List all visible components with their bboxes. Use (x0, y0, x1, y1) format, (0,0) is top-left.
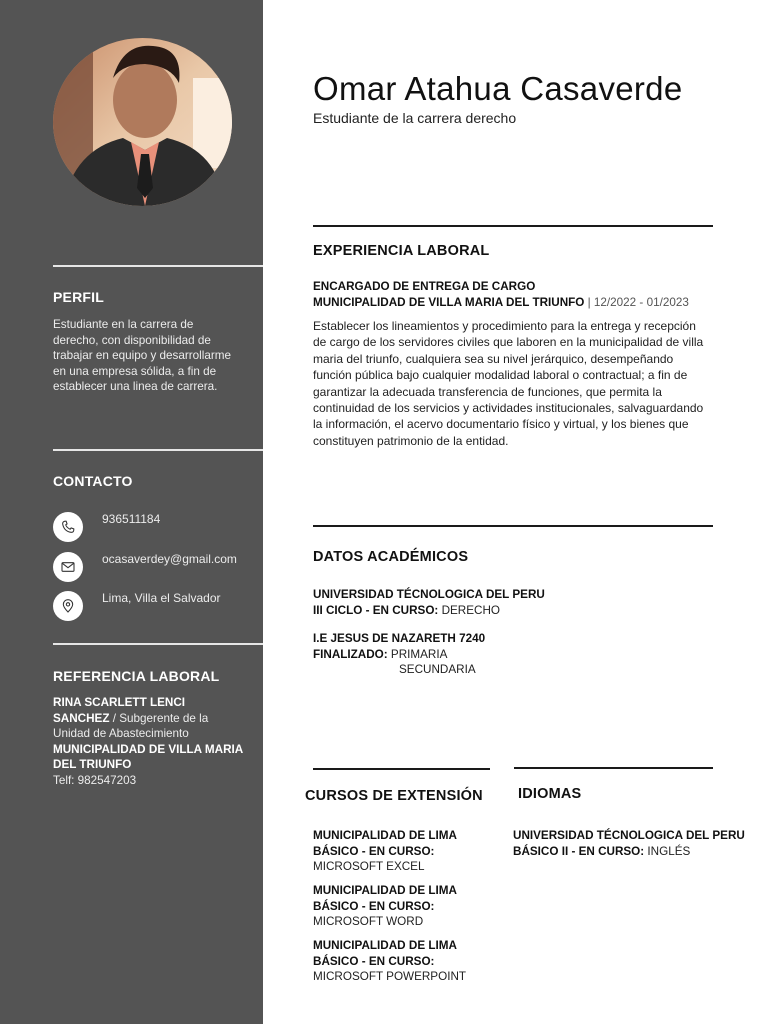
sidebar (0, 0, 263, 1024)
job-header (313, 279, 753, 310)
language-entry (513, 828, 765, 859)
course-entry (313, 938, 503, 985)
academic-detail: PRIMARIA (387, 647, 448, 661)
perfil-text: Estudiante en la carrera de derecho, con disponibilidad de trabajar en equipo y desarrollarme en una empresa sólida, a fin de establecer una linea de carrera. (53, 318, 232, 393)
reference-role: Subgerente de la Unidad de Abastecimiento (53, 711, 209, 740)
job-title: ENCARGADO DE ENTREGA DE CARGO (313, 280, 536, 293)
language-institution: UNIVERSIDAD TÉCNOLOGICA DEL PERU (513, 829, 745, 842)
academic-institution: UNIVERSIDAD TÉCNOLOGICA DEL PERU (313, 588, 545, 601)
academic-status: FINALIZADO: (313, 647, 388, 661)
person-subtitle: Estudiante de la carrera derecho (313, 110, 517, 126)
contact-email[interactable] (53, 552, 263, 582)
reference-phone: Telf: 982547203 (53, 773, 137, 787)
language-status: BÁSICO II - EN CURSO: (513, 844, 645, 858)
location-pin-icon (53, 591, 83, 621)
academic-status: III CICLO - EN CURSO: (313, 603, 439, 617)
course-status: BÁSICO - EN CURSO: (313, 954, 435, 968)
idiomas-heading: IDIOMAS (518, 786, 582, 802)
job-employer: MUNICIPALIDAD DE VILLA MARIA DEL TRIUNFO (313, 295, 585, 309)
course-institution: MUNICIPALIDAD DE LIMA (313, 884, 457, 897)
contact-email-text: ocasaverdey@gmail.com (102, 552, 237, 566)
reference-organization: MUNICIPALIDAD DE VILLA MARIA DEL TRIUNFO (53, 742, 243, 771)
course-entry (313, 828, 503, 875)
divider (53, 643, 263, 645)
divider (313, 768, 490, 770)
divider (313, 525, 713, 527)
divider (53, 449, 263, 451)
divider (313, 225, 713, 227)
course-name: MICROSOFT EXCEL (313, 860, 425, 873)
language-name: INGLÉS (644, 844, 691, 858)
referencia-heading: REFERENCIA LABORAL (53, 668, 220, 684)
cursos-heading: CURSOS DE EXTENSIÓN (305, 788, 483, 804)
phone-icon (53, 512, 83, 542)
academic-entry (313, 587, 713, 618)
course-name: MICROSOFT WORD (313, 915, 424, 928)
contact-location[interactable] (53, 591, 263, 621)
job-description: Establecer los lineamientos y procedimiento para la entrega y recepción de cargo de los servidores civiles que laboren en la municipalidad de villa maria del triunfo, cualquiera sea su nivel jerárquico, desempeñando función pública bajo cualquier modalidad laboral o contractual; a fin de garantizar la adecuada transferencia de funciones, que permita la continuidad de los servicios y actividades institucionales, salvaguardando la información, el acervo documentario físico y virtual, y los bienes que constituyen patrimonio de la entidad. (313, 319, 704, 448)
academic-detail-2: SECUNDARIA (399, 663, 476, 676)
course-status: BÁSICO - EN CURSO: (313, 844, 435, 858)
divider (53, 265, 263, 267)
person-name: Omar Atahua Casaverde (313, 70, 683, 107)
reference-person: RINA SCARLETT LENCI SANCHEZ (53, 696, 186, 725)
profile-photo (53, 38, 232, 206)
academicos-heading: DATOS ACADÉMICOS (313, 549, 469, 565)
divider (514, 767, 713, 769)
academic-institution: I.E JESUS DE NAZARETH 7240 (313, 632, 486, 645)
mail-icon (53, 552, 83, 582)
academic-entry (313, 631, 713, 678)
contact-phone-text: 936511184 (102, 512, 161, 526)
experiencia-heading: EXPERIENCIA LABORAL (313, 243, 490, 259)
course-name: MICROSOFT POWERPOINT (313, 970, 467, 983)
perfil-heading: PERFIL (53, 289, 104, 305)
reference-separator: / (109, 711, 120, 725)
course-institution: MUNICIPALIDAD DE LIMA (313, 829, 457, 842)
course-status: BÁSICO - EN CURSO: (313, 899, 435, 913)
course-entry (313, 883, 503, 930)
reference-block (53, 695, 243, 788)
academic-detail: DERECHO (438, 603, 501, 617)
contacto-heading: CONTACTO (53, 473, 133, 489)
contact-phone[interactable] (53, 512, 263, 542)
contact-location-text: Lima, Villa el Salvador (102, 591, 221, 605)
job-period: | 12/2022 - 01/2023 (584, 295, 689, 309)
course-institution: MUNICIPALIDAD DE LIMA (313, 939, 457, 952)
